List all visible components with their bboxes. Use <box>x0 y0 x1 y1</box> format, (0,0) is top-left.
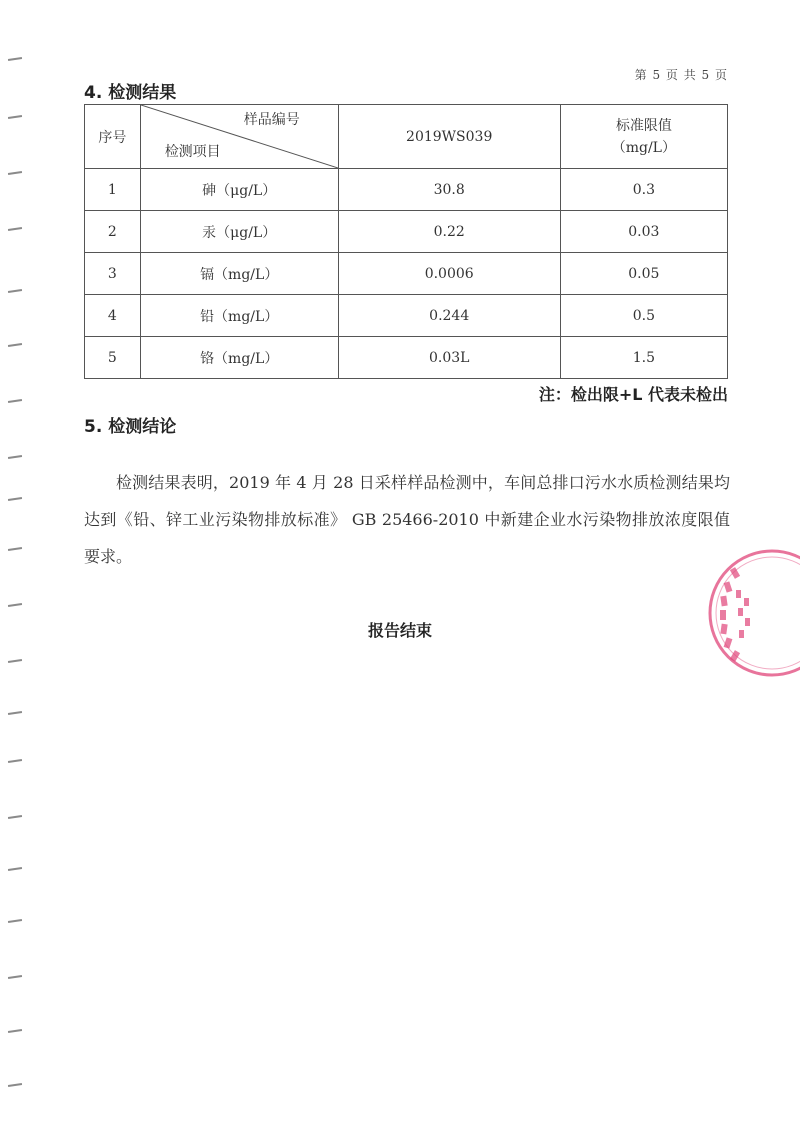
row-limit: 0.3 <box>560 169 727 211</box>
row-value: 0.22 <box>338 211 560 253</box>
row-value: 30.8 <box>338 169 560 211</box>
seal-graphic <box>698 538 800 688</box>
section-5-title: 5. 检测结论 <box>84 417 177 437</box>
header-limit-unit: （mg/L） <box>611 139 676 156</box>
row-item: 砷（μg/L） <box>140 169 338 211</box>
row-item: 汞（μg/L） <box>140 211 338 253</box>
page-number: 第 5 页 共 5 页 <box>634 68 728 82</box>
header-limit <box>560 105 727 169</box>
header-sample-no-label: 样品编号 <box>243 112 300 128</box>
binding-hole-marks <box>8 0 28 1131</box>
row-item: 镉（mg/L） <box>140 253 338 295</box>
row-limit: 0.5 <box>560 295 727 337</box>
row-seq: 2 <box>85 211 141 253</box>
row-seq: 3 <box>85 253 141 295</box>
row-limit: 1.5 <box>560 337 727 379</box>
conclusion-paragraph: 检测结果表明，2019 年 4 月 28 日采样样品检测中，车间总排口污水水质检测结果均达到《铅、锌工业污染物排放标准》 GB 25466-2010 中新建企业水污染物排放浓度限值要求。 <box>84 473 730 566</box>
row-limit: 0.05 <box>560 253 727 295</box>
row-value: 0.0006 <box>338 253 560 295</box>
report-end-label: 报告结束 <box>367 621 432 640</box>
official-seal-stamp <box>698 538 800 688</box>
table-row <box>85 295 728 337</box>
header-limit-label: 标准限值 <box>615 117 672 134</box>
header-seq: 序号 <box>85 105 141 169</box>
row-item: 铬（mg/L） <box>140 337 338 379</box>
table-header-row <box>85 105 728 169</box>
table-row <box>85 211 728 253</box>
results-table <box>84 104 728 379</box>
header-item-label: 检测项目 <box>164 144 221 160</box>
row-limit: 0.03 <box>560 211 727 253</box>
table-row <box>85 337 728 379</box>
header-diagonal-cell <box>140 105 338 169</box>
section-4-title: 4. 检测结果 <box>84 83 177 103</box>
row-item: 铅（mg/L） <box>140 295 338 337</box>
header-sample-id: 2019WS039 <box>338 105 560 169</box>
row-seq: 1 <box>85 169 141 211</box>
detection-limit-note: 注：检出限+L 代表未检出 <box>538 385 728 404</box>
row-value: 0.244 <box>338 295 560 337</box>
row-seq: 4 <box>85 295 141 337</box>
table-row <box>85 169 728 211</box>
row-seq: 5 <box>85 337 141 379</box>
table-row <box>85 253 728 295</box>
row-value: 0.03L <box>338 337 560 379</box>
conclusion-text <box>84 464 730 575</box>
